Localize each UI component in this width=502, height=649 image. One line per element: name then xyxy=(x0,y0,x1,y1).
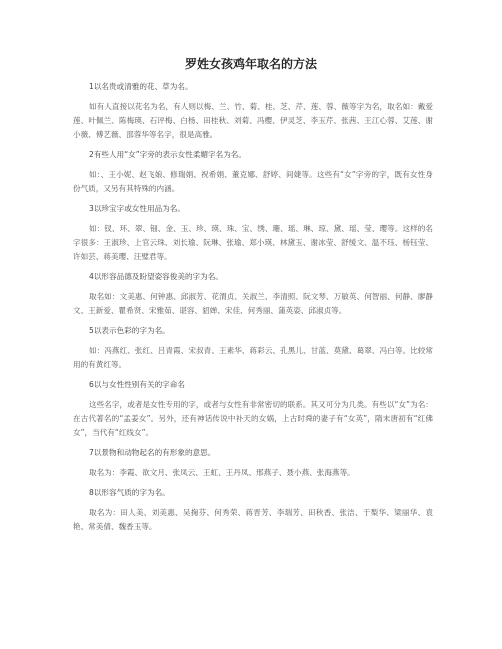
section-paragraph: 如有人直接以花名为名，有人则以梅、兰、竹、菊、桂、芝、芹、莲、蓉、薇等字为名，取名如：戴爱莲、叶佩兰、陈梅瑛、石评梅、白杨、田桂秋、刘菊、冯樱、伊灵芝、李玉芹、张茜、王江心蓉、艾莲、谢小薇、傅艺薇、邵蓉华等名字，很是高雅。 xyxy=(73,102,433,139)
section-paragraph: 如：冯燕红、张红、吕青霞、宋叔青、王素华、蒋彩云、孔黑儿、甘蓝、莫黛、葛翠、冯白等。比较常用的有黄红等。 xyxy=(73,346,433,369)
section-heading: 5以表示色彩的字为名。 xyxy=(89,326,170,335)
section-paragraph: 如：、王小妮、赵飞娘、修瑞娟、祝希娟、董克娜、舒婷、间婕等。这些有“女”字旁的字，既有女性身份气质，又另有其特殊的内涵。 xyxy=(73,170,433,193)
section-paragraph: 如：钗、环、翠、钿、金、玉、珍、瑛、珠、宝、绣、珊、瑶、琳、琼、黛、瑶、莹、璎等。这样的名字很多：王淑珍、上官云珠、刘长瑜、阮琳、张瑜、郑小瑛、林黛玉、谢冰莹、舒缓文、温不珏、杨钰莹、许如芸、蒋美璎、汪璧君等。 xyxy=(73,224,433,261)
section-heading: 4以形容品德及盼望姿容俊美的字为名。 xyxy=(89,272,223,281)
section-heading: 6以与女性性别有关的字命名 xyxy=(89,380,185,389)
section-heading: 2有些人用“女”字旁的表示女性柔媚字名为名。 xyxy=(89,150,246,159)
document-title: 罗姓女孩鸡年取名的方法 xyxy=(184,57,317,71)
section-heading: 1以名贵或清雅的花、草为名。 xyxy=(89,82,193,91)
section-heading: 7以景物和动物起名的有形象的意思。 xyxy=(89,448,216,457)
section-heading: 8以形容气质的字为名。 xyxy=(89,488,170,497)
section-heading: 3以珍宝字或女性用品为名。 xyxy=(89,204,185,213)
section-paragraph: 取名为：田人美、刘美惠、吴掬芬、何秀荣、蒋晋芳、李瑞芳、田秋香、张洁、于梨华、梁丽华、袁艳、常美倩、魏香玉等。 xyxy=(73,508,433,531)
document-content xyxy=(73,80,433,540)
section-paragraph: 取名为：李霞、欲文月、张凤云、王虹、王丹凤、邢燕子、聂小燕、张海燕等。 xyxy=(89,468,355,477)
section-paragraph: 取名如：文美惠、何钟惠、邱淑芳、花渭贞、关淑兰、李清照、阮文琴、万敏英、何智丽、何静、廖静文、王新爱、瞿希贤、宋雅茹、谌容、貂婵、宋佳、何秀丽、蒲英姿、邱淑贞等。 xyxy=(73,292,433,315)
section-paragraph: 这些名字，或者是女性专用的字，或者与女性有非常密切的联系。其又可分为几类。有些以“女”为名：在古代著名的“孟姜女”。另外，还有神话传说中补天的女娲，上古时舜的妻子有“女英”，隋末唐初有“红佛女”，当代有“红线女”。 xyxy=(73,400,433,437)
